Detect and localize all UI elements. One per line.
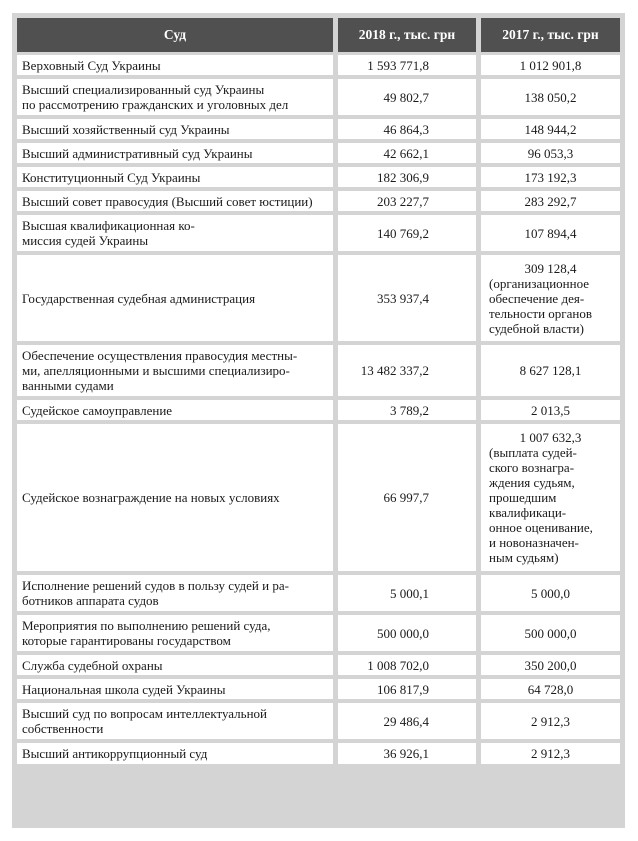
court-name-cell — [17, 187, 338, 211]
table-row — [17, 251, 620, 341]
table-row — [17, 699, 620, 739]
court-name-line: по рассмотрению гражданских и уголовных дел — [22, 97, 289, 112]
value-2017-note-line: тельности органов — [489, 305, 593, 321]
value-2018-cell: 1 593 771,8 — [338, 52, 481, 75]
value-2017-cell — [481, 699, 620, 739]
value-2017-cell — [481, 52, 620, 75]
court-name-cell — [17, 211, 338, 251]
court-name-line: ботников аппарата судов — [22, 593, 159, 608]
table-row — [17, 396, 620, 420]
value-2018-cell: 140 769,2 — [338, 211, 481, 251]
value-2017-cell — [481, 341, 620, 396]
court-name-cell — [17, 75, 338, 115]
court-name-line: Исполнение решений судов в пользу судей и ра- — [22, 578, 289, 593]
value-2017: 1 007 632,3 — [519, 430, 582, 445]
value-2017-cell — [481, 251, 620, 341]
header-court: Суд — [17, 18, 338, 52]
value-2017: 2 013,5 — [531, 402, 570, 418]
value-2017: 1 012 901,8 — [519, 57, 582, 73]
value-2018-cell: 29 486,4 — [338, 699, 481, 739]
value-2017-note-line: ным судьям) — [489, 550, 559, 565]
value-2018-cell: 36 926,1 — [338, 739, 481, 764]
value-2017: 64 728,0 — [527, 681, 574, 697]
court-name-cell — [17, 341, 338, 396]
court-name-cell — [17, 611, 338, 651]
value-2017: 8 627 128,1 — [519, 363, 582, 378]
value-2017-note-line: ждения судьям, — [489, 475, 575, 490]
court-name-cell — [17, 139, 338, 163]
table-row — [17, 187, 620, 211]
table-row — [17, 139, 620, 163]
value-2017-cell — [481, 675, 620, 699]
table-body — [17, 52, 620, 764]
value-2017: 283 292,7 — [524, 193, 577, 209]
court-name-cell — [17, 52, 338, 75]
court-name-line: Обеспечение осуществления правосудия местны- — [22, 348, 298, 363]
court-name-line: собственности — [22, 721, 104, 736]
court-name-line: Мероприятия по выполнению решений суда, — [22, 618, 271, 633]
value-2018-cell: 46 864,3 — [338, 115, 481, 139]
value-2018-cell: 42 662,1 — [338, 139, 481, 163]
court-name-cell — [17, 571, 338, 611]
value-2017-note-line: обеспечение дея- — [489, 290, 585, 306]
value-2017: 2 912,3 — [531, 713, 570, 729]
court-name-line: Высший специализированный суд Украины — [22, 82, 265, 97]
value-2018-cell: 3 789,2 — [338, 396, 481, 420]
court-name-line: ванными судами — [22, 378, 114, 393]
value-2017: 107 894,4 — [524, 225, 577, 241]
header-2017: 2017 г., тыс. грн — [481, 18, 620, 52]
value-2017-cell — [481, 139, 620, 163]
court-name-line: Государственная судебная администрация — [22, 290, 256, 306]
value-2018-cell: 182 306,9 — [338, 163, 481, 187]
court-name-line: Высший суд по вопросам интеллектуальной — [22, 706, 268, 721]
court-name-line: Высший хозяйственный суд Украины — [22, 121, 230, 137]
value-2017-cell — [481, 75, 620, 115]
value-2018-cell: 203 227,7 — [338, 187, 481, 211]
court-name-line: которые гарантированы государством — [22, 633, 231, 648]
court-name-line: Служба судебной охраны — [22, 657, 163, 673]
header-2018: 2018 г., тыс. грн — [338, 18, 481, 52]
court-name-cell — [17, 396, 338, 420]
value-2017-cell — [481, 187, 620, 211]
court-name-line: Высший антикоррупционный суд — [22, 746, 208, 761]
table-row — [17, 341, 620, 396]
value-2017: 96 053,3 — [527, 145, 574, 161]
value-2017-cell — [481, 611, 620, 651]
value-2017: 350 200,0 — [524, 657, 577, 673]
court-name-line: Судейское вознаграждение на новых условиях — [22, 490, 280, 505]
table-row — [17, 571, 620, 611]
court-name-cell — [17, 675, 338, 699]
value-2017-cell — [481, 571, 620, 611]
table-row — [17, 75, 620, 115]
court-name-cell — [17, 163, 338, 187]
value-2017-note-line: прошедшим — [489, 490, 557, 505]
value-2017-note-line: и новоназначен- — [489, 535, 579, 550]
table-row — [17, 163, 620, 187]
table-header-row — [17, 18, 620, 52]
value-2017: 5 000,0 — [531, 585, 570, 601]
value-2017: 138 050,2 — [524, 89, 577, 105]
court-name-cell — [17, 739, 338, 764]
table-row — [17, 52, 620, 75]
value-2018-cell: 49 802,7 — [338, 75, 481, 115]
value-2017-cell — [481, 211, 620, 251]
value-2017-note-line: судебной власти) — [489, 320, 584, 336]
value-2017-note-line: (выплата судей- — [489, 445, 577, 460]
value-2017-cell — [481, 651, 620, 675]
value-2017: 173 192,3 — [524, 169, 577, 185]
value-2017-note-line: квалификаци- — [489, 505, 567, 520]
value-2017-note-line: ского вознагра- — [489, 460, 575, 475]
court-name-line: Верховный Суд Украины — [22, 57, 161, 73]
court-name-cell — [17, 420, 338, 571]
court-name-cell — [17, 115, 338, 139]
value-2017-cell — [481, 115, 620, 139]
budget-table — [17, 18, 620, 764]
court-name-line: Высшая квалификационная ко- — [22, 218, 195, 233]
table-row — [17, 420, 620, 571]
court-name-line: Высший административный суд Украины — [22, 145, 253, 161]
court-name-line: ми, апелляционными и высшими специализиро- — [22, 363, 290, 378]
value-2018-cell: 500 000,0 — [338, 611, 481, 651]
value-2018-cell: 353 937,4 — [338, 251, 481, 341]
court-name-cell — [17, 651, 338, 675]
table-row — [17, 651, 620, 675]
value-2017: 148 944,2 — [524, 121, 577, 137]
court-name-line: миссия судей Украины — [22, 233, 149, 248]
value-2017-cell — [481, 163, 620, 187]
table-row — [17, 611, 620, 651]
value-2017-note-line: онное оценивание, — [489, 520, 593, 535]
value-2018-cell: 13 482 337,2 — [338, 341, 481, 396]
court-name-cell — [17, 699, 338, 739]
court-name-cell — [17, 251, 338, 341]
value-2017-cell — [481, 396, 620, 420]
value-2017: 500 000,0 — [524, 625, 577, 641]
court-name-line: Национальная школа судей Украины — [22, 681, 226, 697]
value-2017-cell — [481, 739, 620, 764]
value-2017: 2 912,3 — [531, 746, 570, 761]
value-2018-cell: 106 817,9 — [338, 675, 481, 699]
value-2017: 309 128,4 — [524, 260, 577, 276]
court-name-line: Судейское самоуправление — [22, 402, 173, 418]
value-2018-cell: 5 000,1 — [338, 571, 481, 611]
table-row — [17, 675, 620, 699]
court-name-line: Конституционный Суд Украины — [22, 169, 201, 185]
court-name-line: Высший совет правосудия (Высший совет юстиции) — [22, 193, 313, 209]
table-row — [17, 211, 620, 251]
table-row — [17, 115, 620, 139]
value-2017-note-line: (организационное — [489, 275, 590, 291]
table-row — [17, 739, 620, 764]
value-2018-cell: 66 997,7 — [338, 420, 481, 571]
value-2018-cell: 1 008 702,0 — [338, 651, 481, 675]
value-2017-cell — [481, 420, 620, 571]
